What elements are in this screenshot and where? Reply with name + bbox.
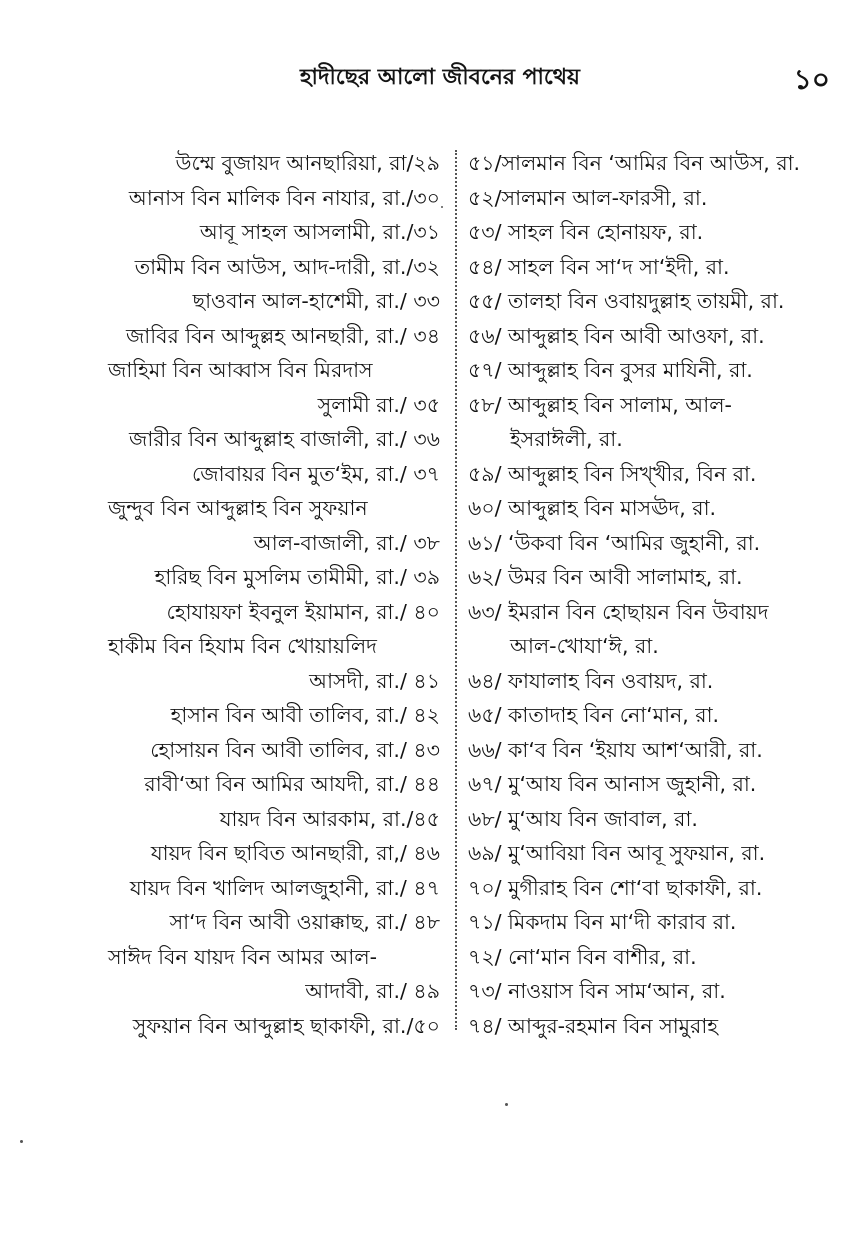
list-item: জুন্দুব বিন আব্দুল্লাহ বিন সুফয়ান [108,496,368,520]
list-item: সা‘দ বিন আবী ওয়াক্কাছ, রা./ ৪৮ [169,910,440,934]
list-item: ৬১/ ‘উকবা বিন ‘আমির জুহানী, রা. [468,530,761,555]
list-item: হোযায়ফা ইবনুল ইয়ামান, রা./ ৪০ [166,599,440,624]
list-item: ৫৭/ আব্দুল্লাহ বিন বুসর মাযিনী, রা. [468,358,753,382]
list-item: সুফয়ান বিন আব্দুল্লাহ ছাকাফী, রা./৫০ [132,1013,440,1038]
list-item: ছাওবান আল-হাশেমী, রা./ ৩৩ [192,289,440,313]
list-item: হোসায়ন বিন আবী তালিব, রা./ ৪৩ [150,737,440,762]
list-item: ৭৩/ নাওয়াস বিন সাম‘আন, রা. [468,979,726,1003]
list-item: ৫১/সালমান বিন ‘আমির বিন আউস, রা. [468,151,801,175]
list-item: আসদী, রা./ ৪১ [309,668,440,693]
list-item: উম্মে বুজায়দ আনছারিয়া, রা/২৯ [175,151,440,175]
list-item: আবূ সাহল আসলামী, রা./৩১ [199,220,440,244]
list-item: ৬৮/ মু‘আয বিন জাবাল, রা. [468,806,698,831]
list-item: ৫৬/ আব্দুল্লাহ বিন আবী আওফা, রা. [468,323,765,348]
page-number: ১০ [793,63,830,96]
list-item: আনাস বিন মালিক বিন নাযার, রা./৩০ [128,185,440,210]
list-item: জারীর বিন আব্দুল্লাহ বাজালী, রা./ ৩৬ [129,427,440,451]
list-item: ৬৫/ কাতাদাহ বিন নো‘মান, রা. [468,703,720,727]
list-item: সুলামী রা./ ৩৫ [317,392,440,417]
list-item: ৫২/সালমান আল-ফারসী, রা. [468,185,708,210]
list-item: আল-বাজালী, রা./ ৩৮ [253,530,440,555]
list-item: তামীম বিন আউস, আদ-দারী, রা./৩২ [134,254,440,279]
list-item: আদাবী, রা./ ৪৯ [305,979,440,1003]
list-item: ৬৭/ মু‘আয বিন আনাস জুহানী, রা. [468,772,757,796]
list-item: ৫৮/ আব্দুল্লাহ বিন সালাম, আল- [468,392,732,417]
list-item: হাসান বিন আবী তালিব, রা./ ৪২ [170,703,440,727]
list-item: হাকীম বিন হিযাম বিন খোয়ায়লিদ [108,634,377,658]
list-item: ৬৪/ ফাযালাহ বিন ওবায়দ, রা. [468,668,714,693]
list-item: যায়দ বিন ছাবিত আনছারী, রা,/ ৪৬ [150,841,440,865]
print-speck [441,206,443,208]
list-item: যায়দ বিন খালিদ আলজুহানী, রা./ ৪৭ [129,875,440,900]
left-column [40,146,440,1043]
list-item: রাবী‘আ বিন আমির আযদী, রা./ ৪৪ [144,772,440,796]
list-item: ৭২/ নো‘মান বিন বাশীর, রা. [468,944,697,969]
list-item: ৬৬/ কা‘ব বিন ‘ইয়ায আশ‘আরী, রা. [468,737,763,762]
list-item: ইসরাঈলী, রা. [510,427,623,451]
list-item: ৫৪/ সাহল বিন সা‘দ সা‘ইদী, রা. [468,254,730,279]
list-item: জাবির বিন আব্দুল্লহ আনছারী, রা./ ৩৪ [125,323,440,348]
list-item: জাহিমা বিন আব্বাস বিন মিরদাস [108,358,373,382]
list-item: ৬৩/ ইমরান বিন হোছায়ন বিন উবায়দ [468,599,769,624]
list-item: আল-খোযা‘ঈ, রা. [510,634,659,658]
list-item: ৭৪/ আব্দুর-রহমান বিন সামুরাহ [468,1013,719,1038]
running-header-title: হাদীছের আলো জীবনের পাথেয় [300,65,580,90]
print-speck [20,1140,23,1143]
list-item: ৬২/ উমর বিন আবী সালামাহ, রা. [468,565,743,589]
list-item: ৬০/ আব্দুল্লাহ বিন মাসঊদ, রা. [468,496,717,520]
list-item: ৫৯/ আব্দুল্লাহ বিন সিখ্খীর, বিন রা. [468,461,757,486]
right-column [468,146,858,1043]
list-item: ৭১/ মিকদাম বিন মা‘দী কারাব রা. [468,910,737,934]
list-item: যায়দ বিন আরকাম, রা./৪৫ [219,806,440,831]
column-divider [455,150,457,1030]
list-item: ৫৩/ সাহল বিন হোনায়ফ, রা. [468,220,704,244]
print-speck [505,1103,508,1106]
list-item: ৬৯/ মু‘আবিয়া বিন আবূ সুফয়ান, রা. [468,841,766,865]
list-item: জোবায়র বিন মুত‘ইম, রা./ ৩৭ [191,461,440,486]
list-item: হারিছ বিন মুসলিম তামীমী, রা./ ৩৯ [154,565,440,589]
list-item: ৫৫/ তালহা বিন ওবায়দুল্লাহ তায়মী, রা. [468,289,785,313]
list-item: ৭০/ মুগীরাহ বিন শো‘বা ছাকাফী, রা. [468,875,763,900]
list-item: সাঈদ বিন যায়দ বিন আমর আল- [108,944,377,969]
